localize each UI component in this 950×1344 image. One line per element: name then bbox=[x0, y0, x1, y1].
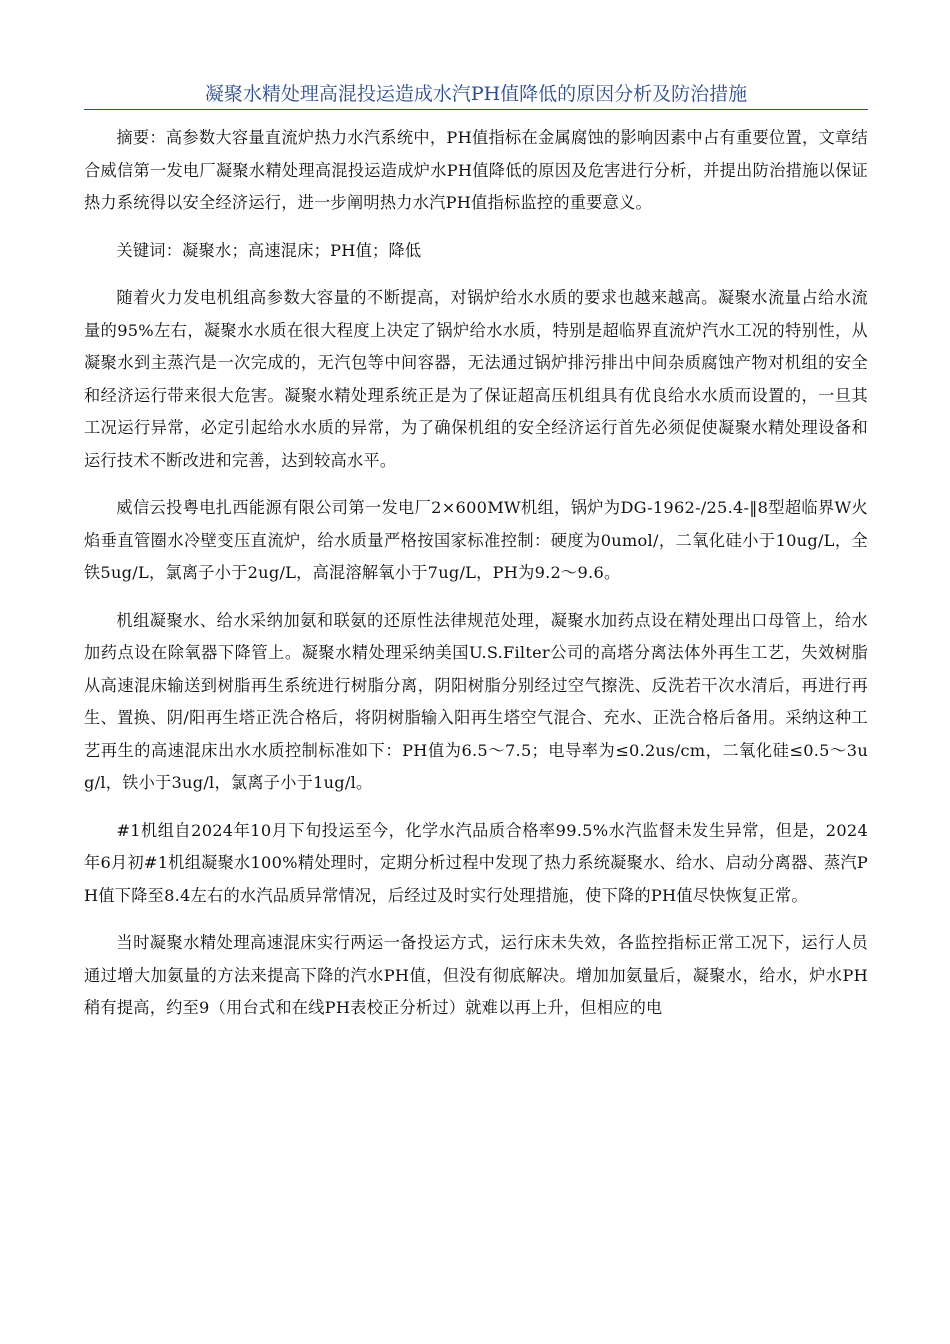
document-title: 凝聚水精处理高混投运造成水汽PH值降低的原因分析及防治措施 bbox=[204, 83, 748, 105]
keywords-paragraph: 关键词：凝聚水；高速混床；PH值；降低 bbox=[116, 240, 422, 260]
abstract-paragraph: 摘要：高参数大容量直流炉热力水汽系统中，PH值指标在金属腐蚀的影响因素中占有重要位置，文章结合威信第一发电厂凝聚水精处理高混投运造成炉水PH值降低的原因及危害进行分析，并提出防治措施以保证热力系统得以安全经济运行，进一步阐明热力水汽PH值指标监控的重要意义。 bbox=[84, 128, 868, 212]
body-paragraph: 机组凝聚水、给水采纳加氨和联氨的还原性法律规范处理，凝聚水加药点设在精处理出口母管上，给水加药点设在除氧器下降管上。凝聚水精处理采纳美国U.S.Filter公司的高塔分离法体外再生工艺，失效树脂从高速混床输送到树脂再生系统进行树脂分离，阴阳树脂分别经过空气擦洗、反洗若干次水清后，再进行再生、置换、阴/阳再生塔正洗合格后，将阴树脂输入阳再生塔空气混合、充水、正洗合格后备用。采纳这种工艺再生的高速混床出水水质控制标准如下：PH值为6.5～7.5；电导率为≤0.2us/cm，二氧化硅≤0.5～3ug/l，铁小于3ug/l，氯离子小于1ug/l。 bbox=[84, 610, 868, 792]
body-paragraph: #1机组自2024年10月下旬投运至今，化学水汽品质合格率99.5%水汽监督未发生异常，但是，2024年6月初#1机组凝聚水100%精处理时，定期分析过程中发现了热力系统凝聚水、给水、启动分离器、蒸汽PH值下降至8.4左右的水汽品质异常情况，后经过及时实行处理措施，使下降的PH值尽快恢复正常。 bbox=[84, 820, 868, 905]
body-paragraph: 当时凝聚水精处理高速混床实行两运一备投运方式，运行床未失效，各监控指标正常工况下，运行人员通过增大加氨量的方法来提高下降的汽水PH值，但没有彻底解决。增加加氨量后，凝聚水，给水，炉水PH稍有提高，约至9（用台式和在线PH表校正分析过）就难以再上升，但相应的电 bbox=[84, 933, 868, 1017]
body-paragraph: 随着火力发电机组高参数大容量的不断提高，对锅炉给水水质的要求也越来越高。凝聚水流量占给水流量的95%左右，凝聚水水质在很大程度上决定了锅炉给水水质，特别是超临界直流炉汽水工况的特别性，从凝聚水到主蒸汽是一次完成的，无汽包等中间容器，无法通过锅炉排污排出中间杂质腐蚀产物对机组的安全和经济运行带来很大危害。凝聚水精处理系统正是为了保证超高压机组具有优良给水水质而设置的，一旦其工况运行异常，必定引起给水水质的异常，为了确保机组的安全经济运行首先必须促使凝聚水精处理设备和运行技术不断改进和完善，达到较高水平。 bbox=[84, 288, 868, 470]
document-body bbox=[84, 122, 868, 1040]
title-underline bbox=[84, 109, 868, 110]
body-paragraph: 威信云投粤电扎西能源有限公司第一发电厂2×600MW机组，锅炉为DG-1962-/25.4-‖8型超临界W火焰垂直管圈水冷壁变压直流炉，给水质量严格按国家标准控制：硬度为0umol/，二氧化硅小于10ug/L，全铁5ug/L，氯离子小于2ug/L，高混溶解氧小于7ug/L，PH为9.2～9.6。 bbox=[84, 498, 868, 582]
